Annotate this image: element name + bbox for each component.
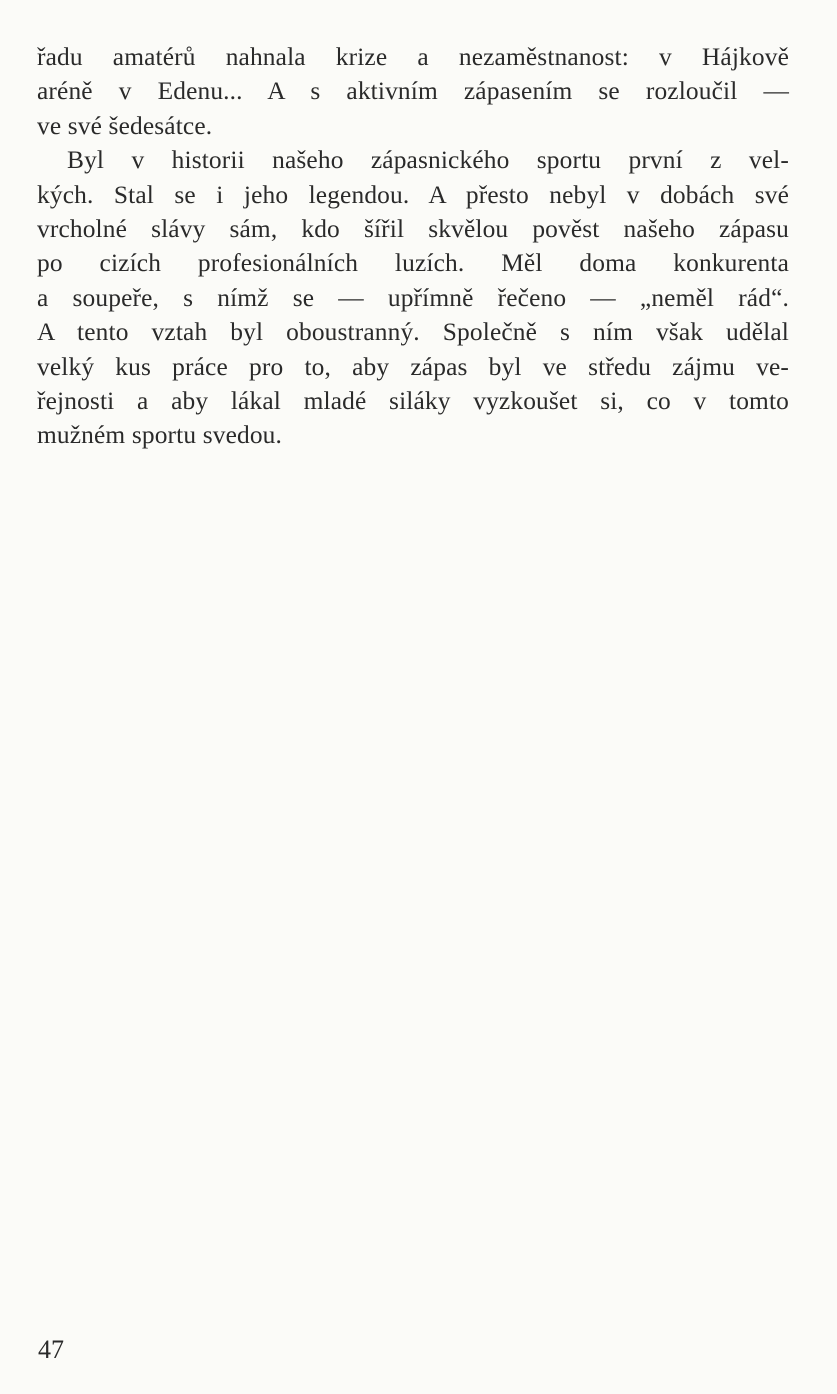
- text-line: řejnosti a aby lákal mladé siláky vyzkoušet si, co v tomto: [37, 387, 789, 416]
- text-line: velký kus práce pro to, aby zápas byl ve středu zájmu ve-: [37, 352, 789, 381]
- text-line: mužném sportu svedou.: [37, 421, 283, 450]
- text-line: vrcholné slávy sám, kdo šířil skvělou pověst našeho zápasu: [37, 215, 789, 244]
- page-number: 47: [38, 1335, 64, 1364]
- text-line: aréně v Edenu... A s aktivním zápasením se rozloučil —: [37, 77, 789, 106]
- text-line: řadu amatérů nahnala krize a nezaměstnanost: v Hájkově: [37, 43, 789, 71]
- paragraph-first-line: Byl v historii našeho zápasnického sportu první z vel-: [67, 146, 789, 175]
- text-line: kých. Stal se i jeho legendou. A přesto nebyl v dobách své: [37, 180, 789, 209]
- text-line: po cizích profesionálních luzích. Měl doma konkurenta: [37, 249, 789, 278]
- text-line: a soupeře, s nímž se — upřímně řečeno — „neměl rád“.: [37, 283, 789, 312]
- text-line: ve své šedesátce.: [37, 111, 213, 140]
- text-line: A tento vztah byl oboustranný. Společně s ním však udělal: [37, 318, 789, 347]
- page-body-text: [37, 40, 789, 453]
